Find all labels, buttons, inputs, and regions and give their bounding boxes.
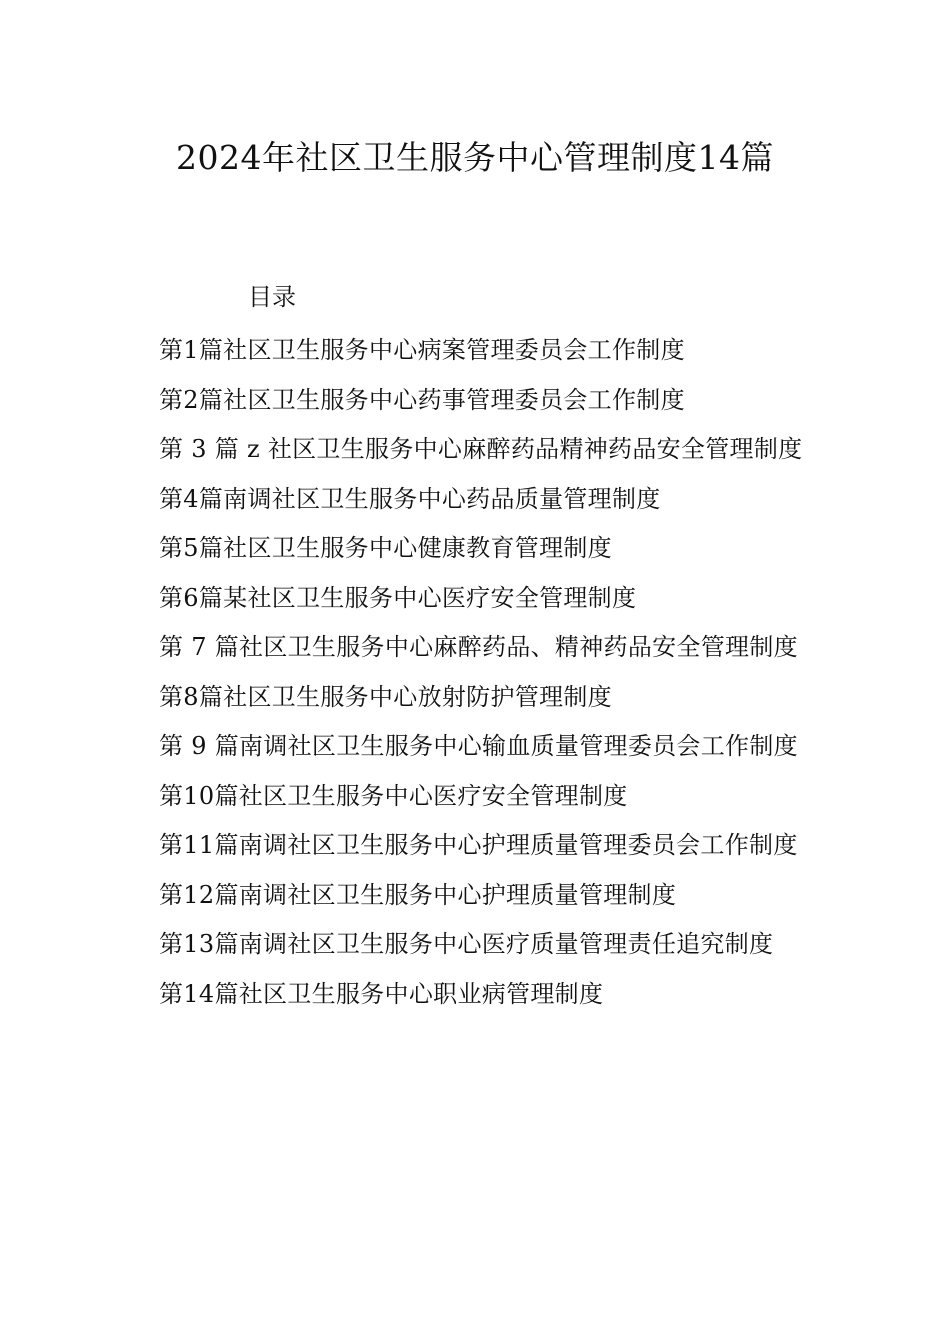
- toc-item-3: 第 3 篇 z 社区卫生服务中心麻醉药品精神药品安全管理制度: [159, 435, 803, 463]
- toc-item-8: 第8篇社区卫生服务中心放射防护管理制度: [159, 682, 612, 711]
- toc-item-11: 第11篇南调社区卫生服务中心护理质量管理委员会工作制度: [159, 831, 798, 859]
- toc-item-1: 第1篇社区卫生服务中心病案管理委员会工作制度: [159, 336, 685, 364]
- toc-item-13: 第13篇南调社区卫生服务中心医疗质量管理责任追究制度: [159, 930, 774, 958]
- toc-item-2: 第2篇社区卫生服务中心药事管理委员会工作制度: [159, 385, 685, 414]
- toc-item-6: 第6篇某社区卫生服务中心医疗安全管理制度: [159, 583, 637, 612]
- toc-item-7: 第 7 篇社区卫生服务中心麻醉药品、精神药品安全管理制度: [159, 633, 798, 661]
- toc-heading: 目录: [248, 283, 296, 311]
- toc-item-4: 第4篇南调社区卫生服务中心药品质量管理制度: [159, 484, 661, 513]
- toc-item-9: 第 9 篇南调社区卫生服务中心输血质量管理委员会工作制度: [159, 732, 798, 760]
- toc-list: [143, 326, 813, 1019]
- toc-item-5: 第5篇社区卫生服务中心健康教育管理制度: [159, 534, 612, 562]
- document-title: 2024年社区卫生服务中心管理制度14篇: [176, 138, 774, 177]
- toc-item-10: 第10篇社区卫生服务中心医疗安全管理制度: [159, 781, 628, 810]
- toc-item-14: 第14篇社区卫生服务中心职业病管理制度: [159, 979, 604, 1008]
- toc-item-12: 第12篇南调社区卫生服务中心护理质量管理制度: [159, 880, 677, 909]
